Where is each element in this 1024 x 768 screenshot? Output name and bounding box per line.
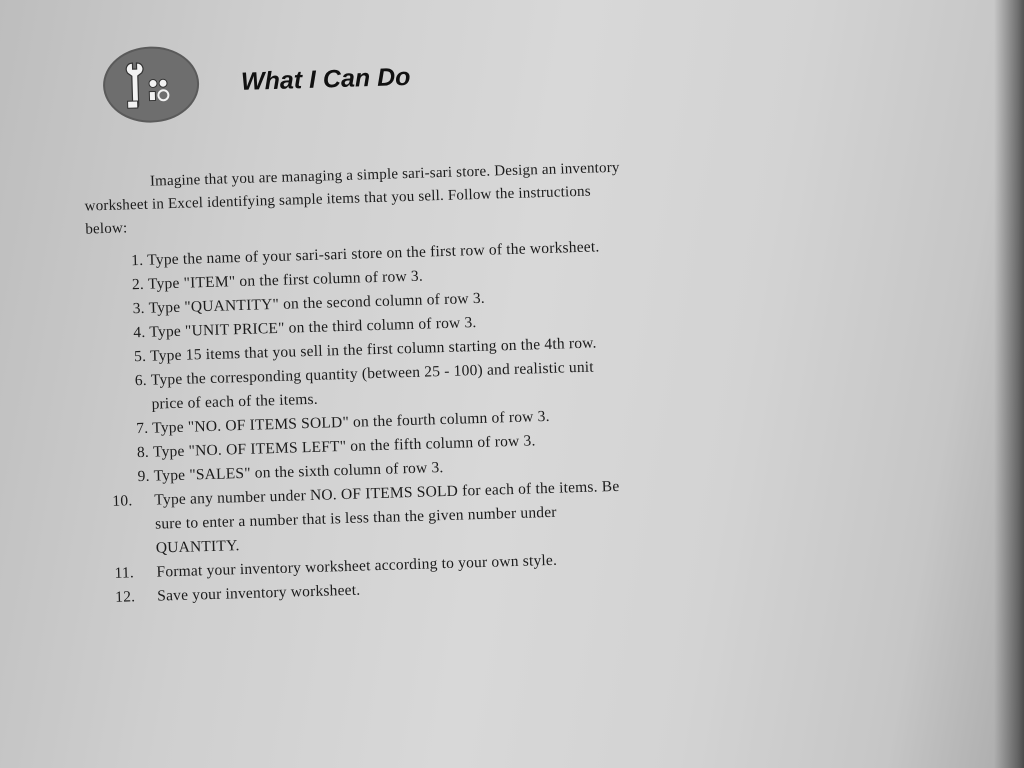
instruction-text: Type "NO. OF ITEMS SOLD" on the fourth column of row 3. bbox=[152, 407, 550, 437]
instruction-text: Type "NO. OF ITEMS LEFT" on the fifth column of row 3. bbox=[152, 432, 536, 461]
instruction-text: Format your inventory worksheet according to your own style. bbox=[156, 551, 558, 581]
instruction-text: Type any number under NO. OF ITEMS SOLD for each of the items. Be bbox=[154, 477, 620, 509]
instruction-text: Type "SALES" on the sixth column of row 3. bbox=[153, 459, 444, 485]
instruction-number: 8. bbox=[136, 443, 150, 462]
intro-paragraph bbox=[84, 149, 886, 242]
page-title: What I Can Do bbox=[240, 62, 411, 96]
instruction-number: 4. bbox=[133, 323, 146, 342]
instruction-text: Type the corresponding quantity (between 25 - 100) and realistic unit bbox=[150, 358, 595, 389]
instruction-text: Type 15 items that you sell in the first column starting on the 4th row. bbox=[149, 334, 597, 365]
book-binding-shadow bbox=[994, 0, 1024, 768]
instruction-number: 1. bbox=[131, 251, 144, 270]
instruction-number: 5. bbox=[133, 347, 147, 366]
instruction-number: 7. bbox=[135, 419, 149, 438]
instruction-number: 2. bbox=[131, 275, 145, 294]
instruction-text: price of each of the items. bbox=[151, 390, 319, 413]
instruction-list bbox=[111, 226, 921, 610]
instruction-text: QUANTITY. bbox=[155, 537, 240, 557]
intro-line: below: bbox=[85, 220, 128, 238]
instruction-text: Type "QUANTITY" on the second column of row 3. bbox=[148, 289, 486, 317]
instruction-number: 10. bbox=[112, 492, 133, 510]
instruction-number: 9. bbox=[137, 467, 150, 486]
instruction-text: Type the name of your sari-sari store on the first row of the worksheet. bbox=[147, 238, 600, 269]
instruction-text: Type "UNIT PRICE" on the third column of row 3. bbox=[149, 314, 477, 341]
instruction-number: 3. bbox=[132, 299, 145, 318]
instruction-text: sure to enter a number that is less than the given number under bbox=[154, 503, 557, 533]
instruction-text: Type "ITEM" on the first column of row 3. bbox=[147, 267, 424, 293]
intro-line: worksheet in Excel identifying sample items that you sell. Follow the instructions bbox=[84, 183, 592, 215]
wrench-tools-icon bbox=[102, 45, 200, 124]
intro-line: Imagine that you are managing a simple sari-sari store. Design an inventory bbox=[149, 159, 620, 190]
instruction-number: 12. bbox=[115, 588, 136, 606]
instruction-text: Save your inventory worksheet. bbox=[157, 581, 361, 605]
instruction-number: 6. bbox=[134, 371, 148, 390]
instruction-number: 11. bbox=[114, 564, 135, 582]
